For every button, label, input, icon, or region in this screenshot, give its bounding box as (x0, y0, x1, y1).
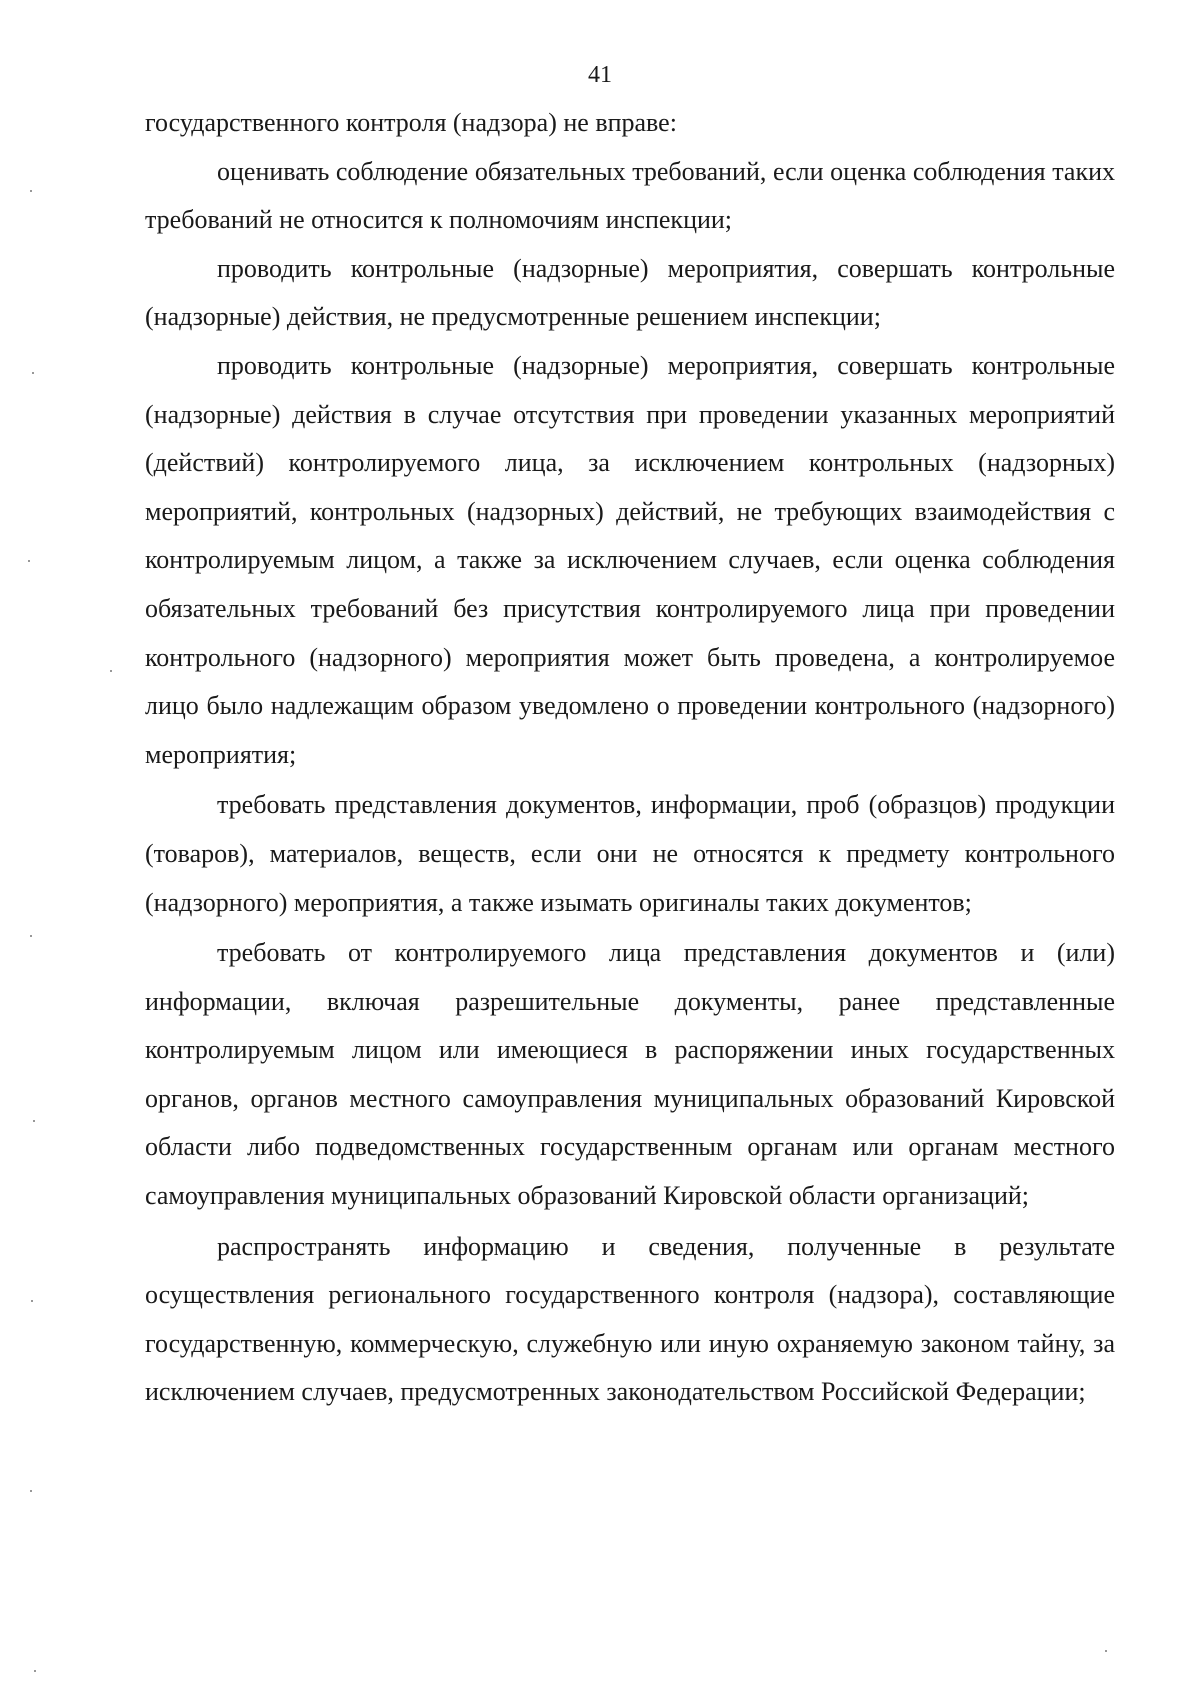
paragraph-item: оценивать соблюдение обязательных требований, если оценка соблюдения таких требований не относится к полномочиям инспекции; (145, 156, 1115, 235)
paragraph-item: проводить контрольные (надзорные) мероприятия, совершать контрольные (надзорные) действия, не предусмотренные решением инспекции; (145, 253, 1115, 332)
document-body (145, 99, 1115, 1417)
scan-speck (1105, 1650, 1107, 1652)
scan-speck (30, 1490, 32, 1492)
paragraph-item: требовать представления документов, информации, проб (образцов) продукции (товаров), материалов, веществ, если они не относятся к предмету контрольного (надзорного) мероприятия, а также изымать оригиналы таких документов; (145, 790, 1115, 917)
page-number: 41 (588, 62, 612, 88)
paragraph-item: требовать от контролируемого лица представления документов и (или) информации, включая разрешительные документы, ранее представленные контролируемым лицом или имеющиеся в распоряжении иных государственных органов, органов местного самоуправления муниципальных образований Кировской области либо подведомственных государственным органам или органам местного самоуправления муниципальных образований Кировской области организаций; (145, 938, 1115, 1211)
scan-speck (30, 190, 32, 192)
scan-speck (34, 1670, 36, 1672)
scan-speck (110, 670, 112, 672)
scan-speck (33, 1120, 35, 1122)
scan-speck (32, 372, 34, 374)
paragraph-item: проводить контрольные (надзорные) мероприятия, совершать контрольные (надзорные) действия в случае отсутствия при проведении указанных мероприятий (действий) контролируемого лица, за исключением контрольных (надзорных) мероприятий, контрольных (надзорных) действий, не требующих взаимодействия с контролируемым лицом, а также за исключением случаев, если оценка соблюдения обязательных требований без присутствия контролируемого лица при проведении контрольного (надзорного) мероприятия может быть проведена, а контролируемое лицо было надлежащим образом уведомлено о проведении контрольного (надзорного) мероприятия; (145, 350, 1115, 769)
paragraph-item: распространять информацию и сведения, полученные в результате осуществления регионального государственного контроля (надзора), составляющие государственную, коммерческую, служебную или иную охраняемую законом тайну, за исключением случаев, предусмотренных законодательством Российской Федерации; (145, 1231, 1115, 1407)
scan-speck (28, 560, 30, 562)
paragraph-continuation: государственного контроля (надзора) не вправе: (145, 108, 677, 137)
scan-speck (31, 1300, 33, 1302)
scan-speck (30, 935, 32, 937)
